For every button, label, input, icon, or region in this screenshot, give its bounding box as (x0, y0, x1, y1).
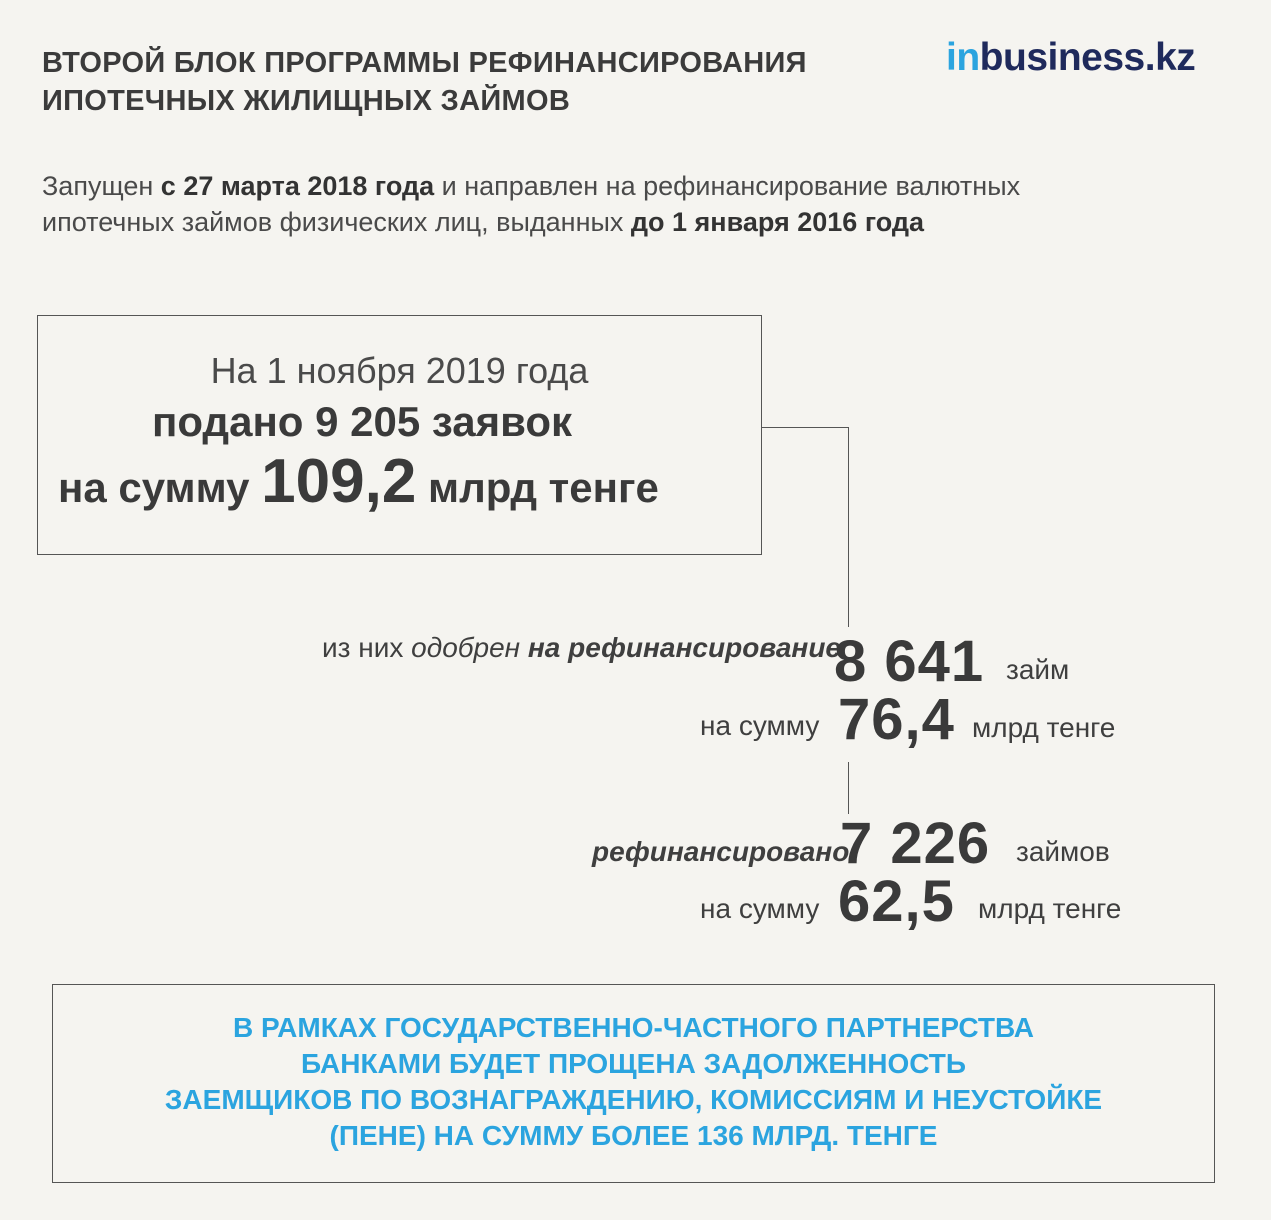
refinanced-sum (838, 868, 955, 935)
summary-amount-value: 109,2 (261, 447, 417, 516)
approved-count-value: 8 641 (834, 629, 985, 694)
logo-rest: business.kz (979, 36, 1196, 79)
title-line-1: ВТОРОЙ БЛОК ПРОГРАММЫ РЕФИНАНСИРОВАНИЯ (42, 47, 807, 79)
connector-vertical-2 (848, 762, 849, 814)
summary-amount-unit: млрд тенге (416, 464, 659, 511)
logo-in: in (946, 36, 980, 79)
page-title (42, 44, 862, 120)
approved-count-unit: займ (1006, 654, 1070, 685)
note-line-1: В РАМКАХ ГОСУДАРСТВЕННО-ЧАСТНОГО ПАРТНЕРСТВА (232, 1012, 1035, 1043)
intro-text: ипотечных займов физических лиц, выданных (42, 207, 631, 237)
intro-text: Запущен (42, 171, 161, 201)
intro-line-2 (42, 204, 1202, 240)
connector-vertical-1 (848, 427, 849, 627)
intro-start-date: с 27 марта 2018 года (160, 171, 435, 201)
connector-horizontal (762, 427, 848, 428)
approved-sum-prefix: на сумму (700, 710, 820, 741)
note-text (52, 1010, 1215, 1154)
refinanced-label (592, 836, 849, 868)
approved-sum-unit: млрд тенге (972, 712, 1116, 743)
approved-count (834, 628, 984, 695)
refinanced-sum-prefix: на сумму (700, 893, 820, 924)
refinanced-sum-value: 62,5 (838, 869, 955, 934)
intro-cutoff-date: до 1 января 2016 года (630, 207, 925, 237)
approved-italic: одобрен (411, 632, 521, 663)
approved-label: на рефинансирование (520, 632, 841, 663)
refinanced-label-text: рефинансировано (592, 836, 850, 867)
refinanced-sum-unit: млрд тенге (978, 893, 1122, 924)
summary-date: На 1 ноября 2019 года (210, 350, 589, 391)
intro-paragraph (42, 168, 1202, 240)
approved-sum (838, 686, 955, 753)
intro-text: и направлен на рефинансирование валютных (434, 171, 1021, 201)
summary-applications: подано 9 205 заявок (151, 398, 573, 445)
refinanced-count-value: 7 226 (840, 811, 991, 876)
approved-count-line (322, 632, 841, 664)
note-line-3: ЗАЕМЩИКОВ ПО ВОЗНАГРАЖДЕНИЮ, КОМИССИЯМ И НЕУСТОЙКЕ (164, 1084, 1103, 1115)
approved-sum-value: 76,4 (838, 687, 955, 752)
summary-amount (58, 446, 659, 517)
intro-line-1 (42, 168, 1202, 204)
inbusiness-logo (946, 36, 1195, 80)
refinanced-count (840, 810, 990, 877)
refinanced-count-unit: займов (1016, 836, 1110, 867)
summary-amount-prefix: на сумму (58, 464, 262, 511)
note-line-2: БАНКАМИ БУДЕТ ПРОЩЕНА ЗАДОЛЖЕННОСТЬ (300, 1048, 967, 1079)
title-line-2: ИПОТЕЧНЫХ ЖИЛИЩНЫХ ЗАЙМОВ (42, 85, 571, 117)
note-line-4: (ПЕНЕ) НА СУММУ БОЛЕЕ 136 МЛРД. ТЕНГЕ (329, 1120, 938, 1151)
approved-prefix: из них (322, 632, 412, 663)
